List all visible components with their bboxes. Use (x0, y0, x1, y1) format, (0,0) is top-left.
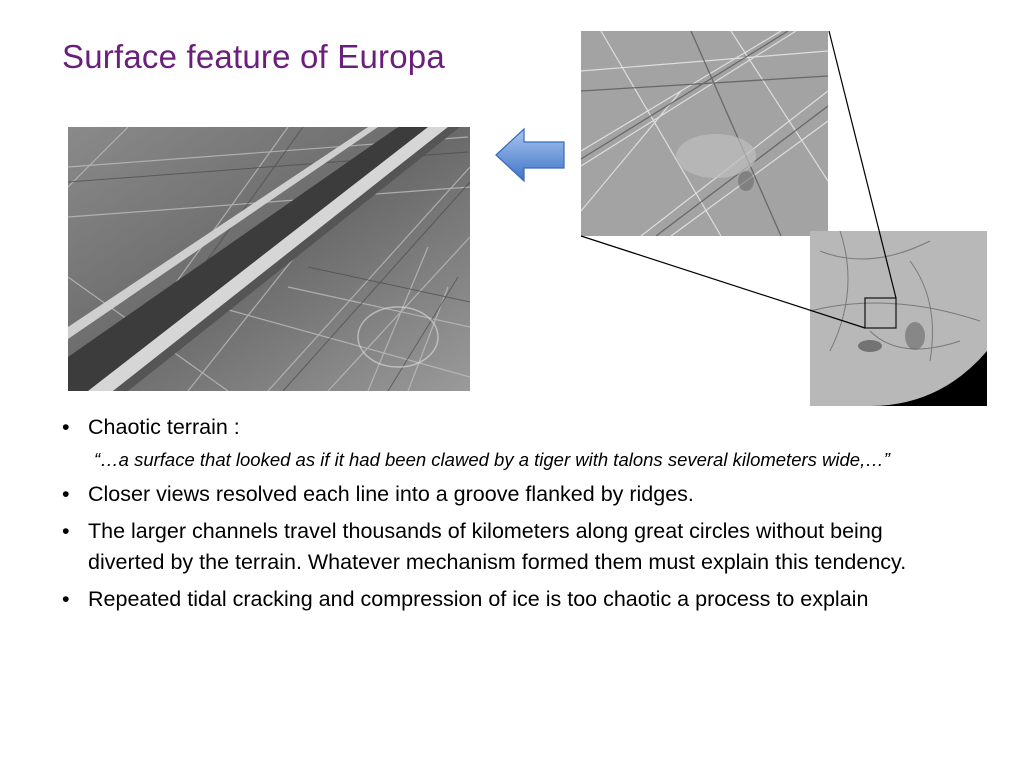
europa-surface-zoom-image (581, 31, 828, 236)
bullet-marker: • (62, 415, 70, 439)
europa-globe-image (810, 231, 987, 406)
bullet-marker: • (62, 482, 70, 506)
bullet-chaotic-terrain (62, 412, 962, 443)
bullet-groove-ridges (62, 479, 962, 510)
bullet-list (62, 412, 962, 621)
slide-title: Surface feature of Europa (62, 38, 445, 75)
bullet-tidal-cracking (62, 584, 962, 615)
tiger-quote: “…a surface that looked as if it had been clawed by a tiger with talons several kilometers wide,…” (94, 449, 890, 470)
europa-ridges-closeup-image (68, 127, 470, 391)
bullet-great-circles (62, 516, 962, 578)
bullet-marker: • (62, 519, 70, 543)
bullet-text: Closer views resolved each line into a groove flanked by ridges. (88, 482, 694, 506)
bullet-marker: • (62, 587, 70, 611)
bullet-text: Chaotic terrain : (88, 415, 240, 439)
bullet-text: The larger channels travel thousands of kilometers along great circles without being diverted by the terrain. Whatever mechanism formed them must explain this tendency. (88, 519, 907, 574)
bullet-text: Repeated tidal cracking and compression of ice is too chaotic a process to explain (88, 587, 869, 611)
left-arrow-icon (494, 127, 566, 183)
